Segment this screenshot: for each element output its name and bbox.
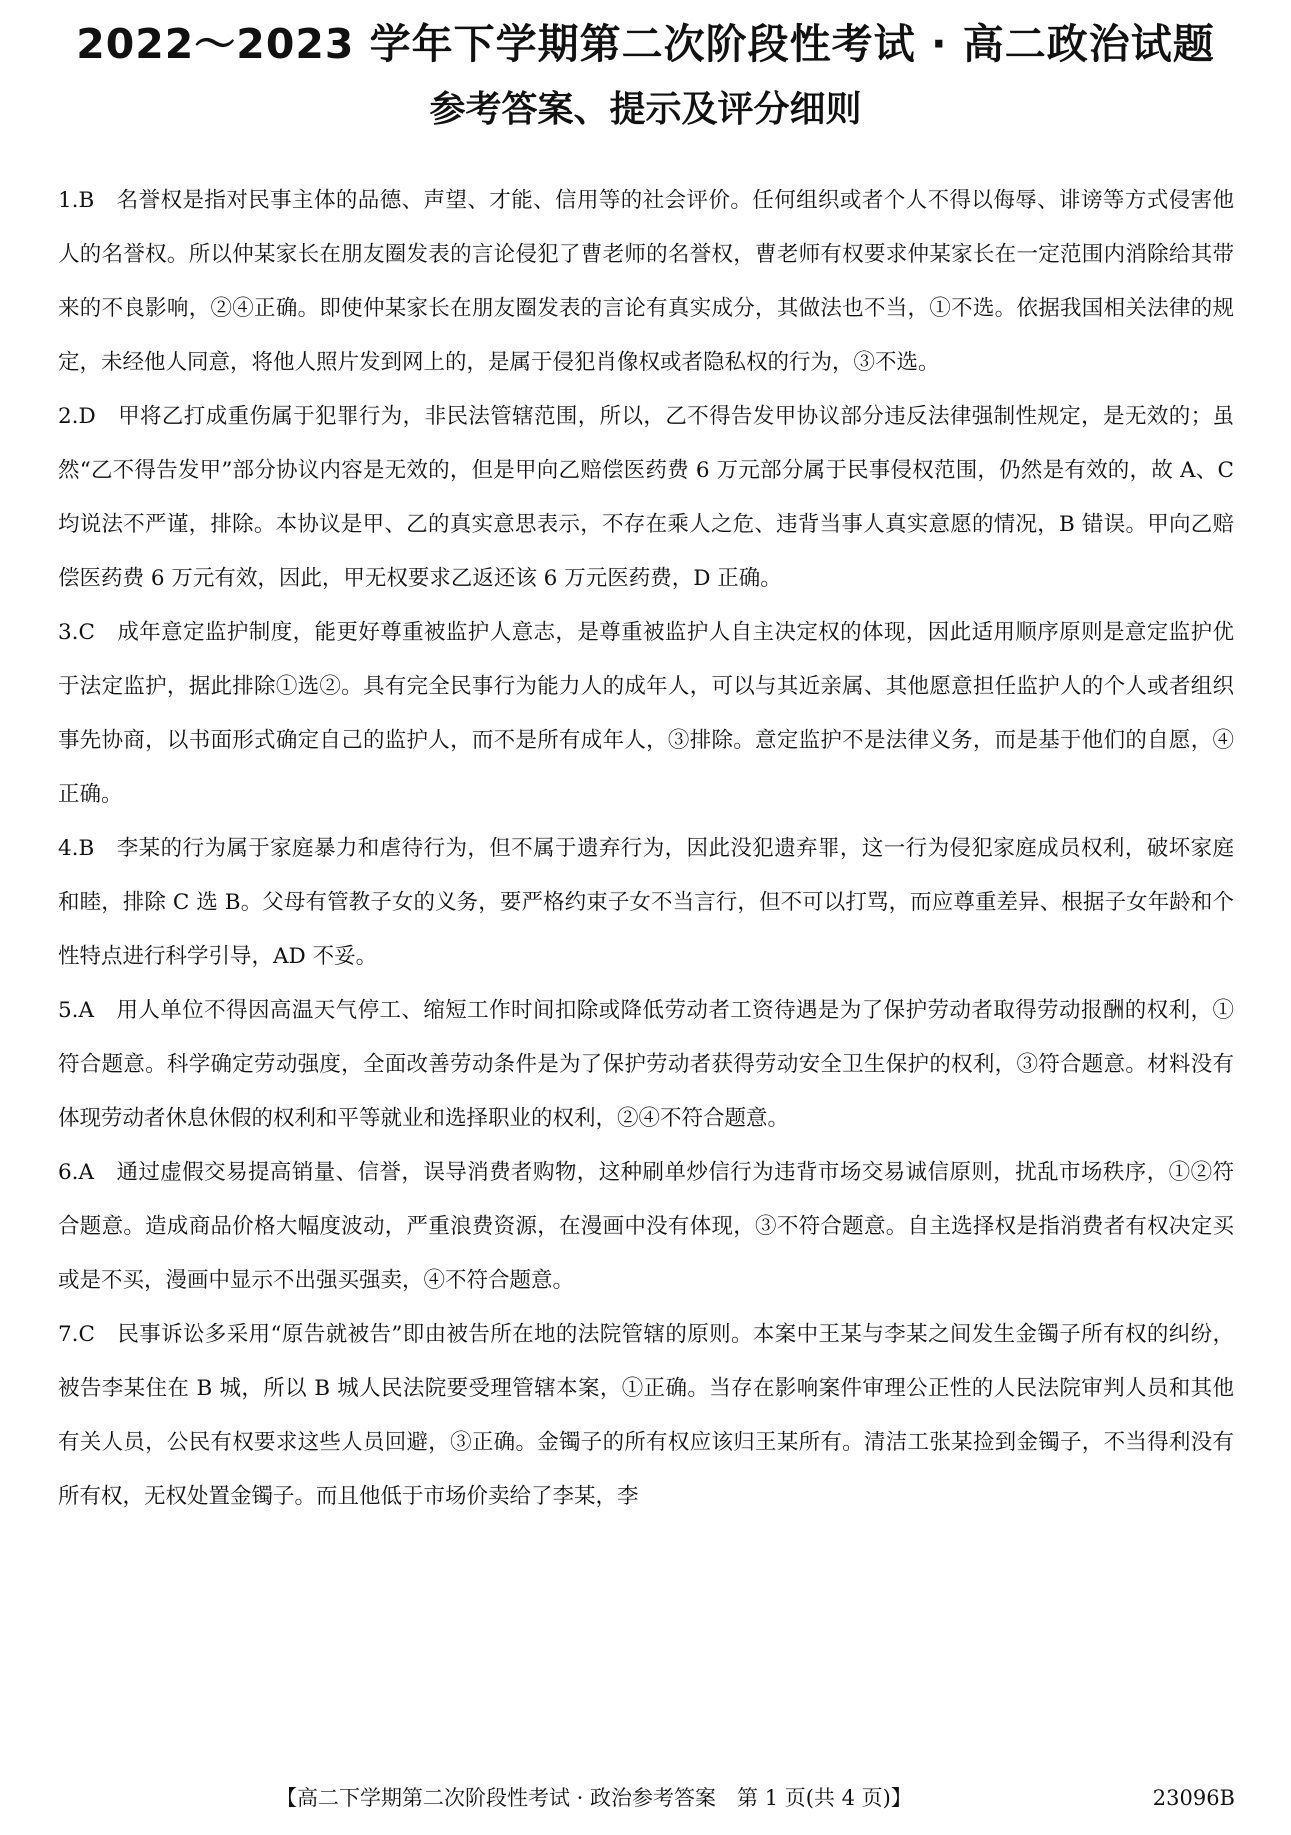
answer-choice: A <box>78 998 95 1023</box>
footer-page-info: 【高二下学期第二次阶段性考试 · 政治参考答案 第 1 页(共 4 页)】 <box>276 1786 912 1810</box>
answer-explanation: 成年意定监护制度，能更好尊重被监护人意志，是尊重被监护人自主决定权的体现，因此适用顺序原则是意定监护优于法定监护，据此排除①选②。具有完全民事行为能力人的成年人，可以与其近亲属、其他愿意担任监护人的个人或者组织事先协商，以书面形式确定自己的监护人，而不是所有成年人，③排除。意定监护不是法律义务，而是基于他们的自愿，④正确。 <box>58 620 1234 807</box>
answer-explanation: 李某的行为属于家庭暴力和虐待行为，但不属于遗弃行为，因此没犯遗弃罪，这一行为侵犯家庭成员权利，破坏家庭和睦，排除 C 选 B。父母有管教子女的义务，要严格约束子女不当言行，但不可以打骂，而应尊重差异、根据子女年龄和个性特点进行科学引导，AD 不妥。 <box>58 836 1234 969</box>
answer-number: 3. <box>58 620 79 645</box>
footer-exam-code: 23096B <box>1152 1786 1235 1810</box>
answer-explanation: 民事诉讼多采用“原告就被告”即由被告所在地的法院管辖的原则。本案中王某与李某之间发生金镯子所有权的纠纷，被告李某住在 B 城，所以 B 城人民法院要受理管辖本案，①正确。当存在影响案件审理公正性的人民法院审判人员和其他有关人员，公民有权要求这些人员回避，③正确。金镯子的所有权应该归王某所有。清洁工张某捡到金镯子，不当得利没有所有权，无权处置金镯子。而且他低于市场价卖给了李某，李 <box>58 1322 1234 1509</box>
answer-number: 4. <box>58 836 79 861</box>
answer-explanation: 名誉权是指对民事主体的品德、声望、才能、信用等的社会评价。任何组织或者个人不得以侮辱、诽谤等方式侵害他人的名誉权。所以仲某家长在朋友圈发表的言论侵犯了曹老师的名誉权，曹老师有权要求仲某家长在一定范围内消除给其带来的不良影响，②④正确。即使仲某家长在朋友圈发表的言论有真实成分，其做法也不当，①不选。依据我国相关法律的规定，未经他人同意，将他人照片发到网上的，是属于侵犯肖像权或者隐私权的行为，③不选。 <box>58 188 1234 375</box>
answer-item-1 <box>58 174 1234 390</box>
answer-item-4 <box>58 822 1234 984</box>
answer-item-5 <box>58 984 1234 1146</box>
answer-explanation: 通过虚假交易提高销量、信誉，误导消费者购物，这种刷单炒信行为违背市场交易诚信原则，扰乱市场秩序，①②符合题意。造成商品价格大幅度波动，严重浪费资源，在漫画中没有体现，③不符合题意。自主选择权是指消费者有权决定买或是不买，漫画中显示不出强买强卖，④不符合题意。 <box>58 1160 1234 1293</box>
answer-choice: A <box>78 1160 95 1185</box>
page-title: 2022～2023 学年下学期第二次阶段性考试 · 高二政治试题 <box>76 20 1215 68</box>
page-footer <box>0 1780 1291 1816</box>
answer-choice: B <box>78 188 95 213</box>
answer-item-2 <box>58 390 1234 606</box>
answer-number: 6. <box>58 1160 79 1185</box>
answer-choice: D <box>78 404 96 429</box>
answer-explanation: 甲将乙打成重伤属于犯罪行为，非民法管辖范围，所以，乙不得告发甲协议部分违反法律强制性规定，是无效的；虽然“乙不得告发甲”部分协议内容是无效的，但是甲向乙赔偿医药费 6 万元部分属于民事侵权范围，仍然是有效的，故 A、C 均说法不严谨，排除。本协议是甲、乙的真实意思表示，不存在乘人之危、违背当事人真实意愿的情况，B 错误。甲向乙赔偿医药费 6 万元有效，因此，甲无权要求乙返还该 6 万元医药费，D 正确。 <box>58 404 1234 591</box>
answer-number: 7. <box>58 1322 79 1347</box>
answer-number: 2. <box>58 404 79 429</box>
answer-choice: C <box>78 620 95 645</box>
answer-choice: C <box>78 1322 95 1347</box>
answer-item-6 <box>58 1146 1234 1308</box>
answer-list <box>58 174 1234 1524</box>
answer-choice: B <box>78 836 95 861</box>
page-subtitle: 参考答案、提示及评分细则 <box>429 89 862 130</box>
answer-number: 5. <box>58 998 79 1023</box>
answer-item-3 <box>58 606 1234 822</box>
answer-explanation: 用人单位不得因高温天气停工、缩短工作时间扣除或降低劳动者工资待遇是为了保护劳动者取得劳动报酬的权利，①符合题意。科学确定劳动强度，全面改善劳动条件是为了保护劳动者获得劳动安全卫生保护的权利，③符合题意。材料没有体现劳动者休息休假的权利和平等就业和选择职业的权利，②④不符合题意。 <box>58 998 1234 1131</box>
answer-number: 1. <box>58 188 79 213</box>
answer-item-7 <box>58 1308 1234 1524</box>
